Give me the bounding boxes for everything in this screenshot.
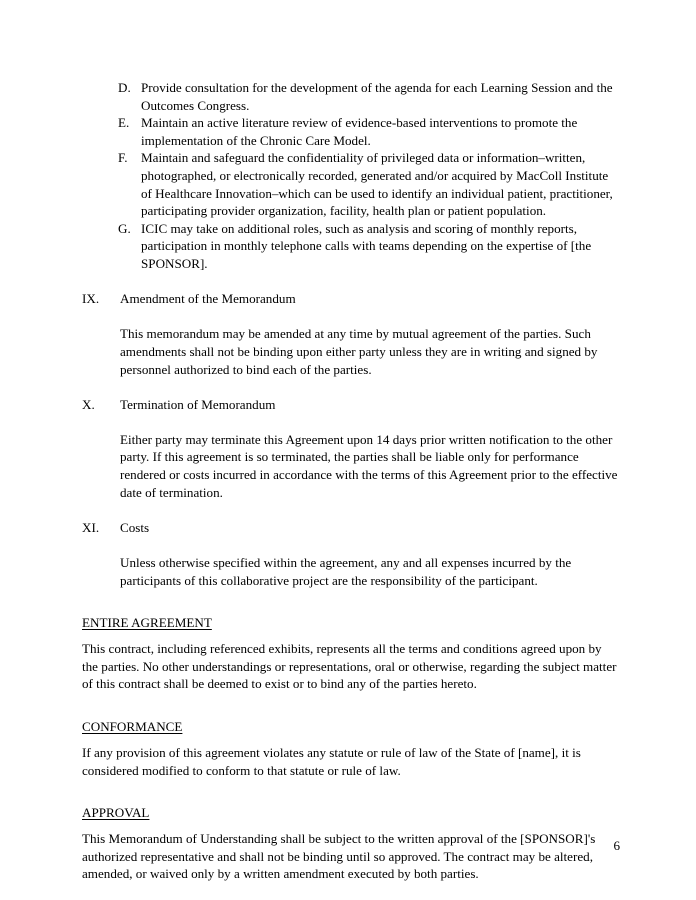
section-marker: X. — [82, 396, 95, 412]
list-item-marker: F. — [118, 150, 128, 166]
page-content — [82, 79, 620, 896]
section-body: If any provision of this agreement violates any statute or rule of law of the State of [name], it is considered modified to conform to that statute or rule of law. — [82, 745, 581, 778]
list-item — [82, 149, 620, 219]
section-body: Either party may terminate this Agreement upon 14 days prior written notification to the other party. If this agreement is so terminated, the parties shall be liable only for performance rendered or costs incurred in accordance with the terms of this Agreement prior to the effective date of termination. — [120, 431, 618, 500]
section-marker: IX. — [82, 291, 100, 307]
section-entire-agreement — [82, 614, 620, 693]
list-item — [82, 79, 620, 114]
section-heading-text: APPROVAL — [82, 805, 150, 821]
lettered-responsibilities-list — [82, 79, 620, 273]
section-costs — [82, 519, 620, 589]
section-heading — [82, 290, 620, 308]
section-heading — [82, 396, 620, 414]
section-body: Unless otherwise specified within the agreement, any and all expenses incurred by the participants of this collaborative project are the responsibility of the participant. — [120, 555, 572, 588]
section-heading-text: Amendment of the Memorandum — [120, 291, 296, 307]
section-body: This contract, including referenced exhibits, represents all the terms and conditions agreed upon by the parties. No other understandings or representations, oral or otherwise, regarding the subject matter of this contract shall be deemed to exist or to bind any of the parties hereto. — [82, 641, 617, 692]
section-heading-text: CONFORMANCE — [82, 719, 183, 734]
section-heading-text: Costs — [120, 519, 150, 535]
section-heading-wrapper — [82, 804, 620, 822]
section-termination-of-memorandum — [82, 396, 620, 502]
section-heading-text: Termination of Memorandum — [120, 396, 276, 412]
section-heading-text: ENTIRE AGREEMENT — [82, 615, 212, 631]
section-body: This Memorandum of Understanding shall be subject to the written approval of the [SPONSOR]'s authorized representative and shall not be binding until so approved. The contract may be altered, amended, or waived only by a written amendment executed by both parties. — [82, 831, 596, 882]
list-item-text: ICIC may take on additional roles, such as analysis and scoring of monthly reports, participation in monthly telephone calls with teams depending on the expertise of [the SPONSOR]. — [141, 220, 592, 271]
list-item-marker: D. — [118, 80, 131, 95]
list-item-text: Maintain and safeguard the confidentiality of privileged data or information–written, photographed, or electronically recorded, generated and/or acquired by MacColl Institute of Healthcare Innovation–which can be used to identify an individual patient, practitioner, participating provider organization, facility, health plan or patient population. — [141, 150, 613, 219]
list-item-marker: G. — [118, 220, 131, 236]
list-item — [82, 114, 620, 149]
list-item-text: Provide consultation for the development of the agenda for each Learning Session and the Outcomes Congress. — [141, 80, 613, 113]
section-heading-wrapper — [82, 718, 620, 736]
list-item — [82, 220, 620, 273]
section-heading — [82, 519, 620, 537]
section-marker: XI. — [82, 519, 100, 535]
section-body: This memorandum may be amended at any time by mutual agreement of the parties. Such amendments shall not be binding upon either party unless they are in writing and signed by personnel authorized to bind each of the parties. — [120, 326, 598, 377]
list-item-text: Maintain an active literature review of evidence-based interventions to promote the implementation of the Chronic Care Model. — [141, 115, 578, 148]
section-heading-wrapper — [82, 614, 620, 632]
list-item-marker: E. — [118, 115, 130, 131]
section-approval — [82, 804, 620, 883]
section-conformance — [82, 718, 620, 779]
section-amendment-of-the-memorandum — [82, 290, 620, 378]
page-number: 6 — [613, 838, 620, 854]
